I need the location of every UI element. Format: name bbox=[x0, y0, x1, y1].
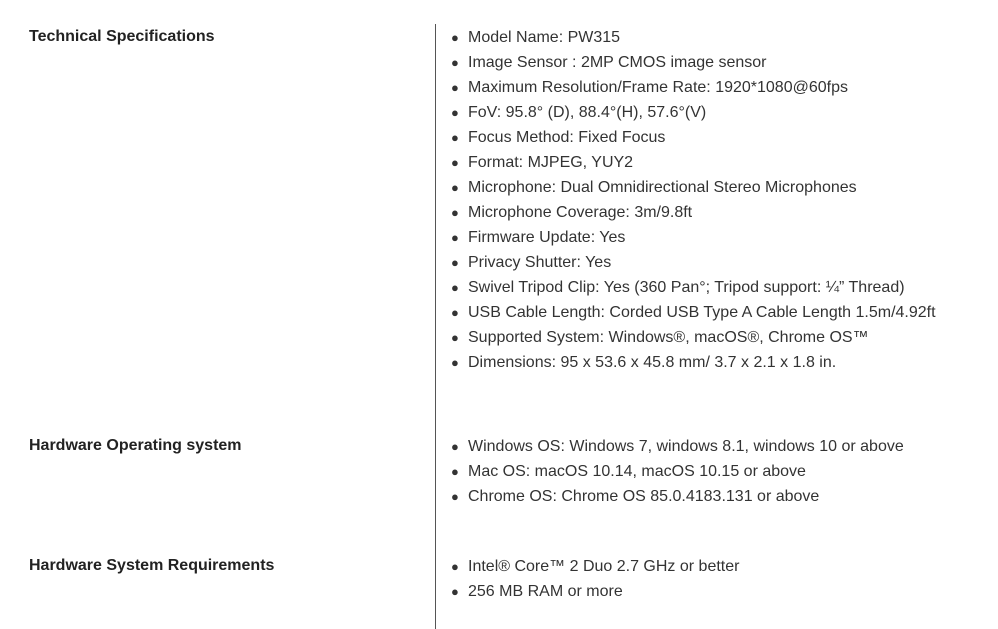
bullet-icon: ● bbox=[451, 55, 459, 70]
list-item: ● Chrome OS: Chrome OS 85.0.4183.131 or above bbox=[448, 484, 904, 509]
bullet-icon: ● bbox=[451, 489, 459, 504]
list-item: ● Intel® Core™ 2 Duo 2.7 GHz or better bbox=[448, 554, 739, 579]
list-item: ● Maximum Resolution/Frame Rate: 1920*1080@60fps bbox=[448, 75, 936, 100]
bullet-icon: ● bbox=[451, 255, 459, 270]
bullet-icon: ● bbox=[451, 30, 459, 45]
bullet-icon: ● bbox=[451, 155, 459, 170]
list-item: ● Dimensions: 95 x 53.6 x 45.8 mm/ 3.7 x 2.1 x 1.8 in. bbox=[448, 350, 936, 375]
bullet-icon: ● bbox=[451, 80, 459, 95]
list-item: ● Windows OS: Windows 7, windows 8.1, windows 10 or above bbox=[448, 434, 904, 459]
list-item: ● Swivel Tripod Clip: Yes (360 Pan°; Tripod support: ¼” Thread) bbox=[448, 275, 936, 300]
bullet-icon: ● bbox=[451, 180, 459, 195]
bullet-icon: ● bbox=[451, 105, 459, 120]
section-label-hardware-system-requirements: Hardware System Requirements bbox=[29, 557, 275, 574]
list-item: ● Mac OS: macOS 10.14, macOS 10.15 or above bbox=[448, 459, 904, 484]
hardware-operating-system-list bbox=[448, 434, 904, 509]
bullet-icon: ● bbox=[451, 584, 459, 599]
list-item: ● Microphone: Dual Omnidirectional Stereo Microphones bbox=[448, 175, 936, 200]
bullet-icon: ● bbox=[451, 559, 459, 574]
bullet-icon: ● bbox=[451, 355, 459, 370]
bullet-icon: ● bbox=[451, 305, 459, 320]
bullet-icon: ● bbox=[451, 439, 459, 454]
bullet-icon: ● bbox=[451, 280, 459, 295]
column-divider bbox=[435, 24, 436, 629]
list-item: ● Image Sensor : 2MP CMOS image sensor bbox=[448, 50, 936, 75]
list-item: ● Privacy Shutter: Yes bbox=[448, 250, 936, 275]
list-item: ● Microphone Coverage: 3m/9.8ft bbox=[448, 200, 936, 225]
list-item: ● Model Name: PW315 bbox=[448, 25, 936, 50]
list-item: ● Format: MJPEG, YUY2 bbox=[448, 150, 936, 175]
hardware-system-requirements-list bbox=[448, 554, 739, 604]
bullet-icon: ● bbox=[451, 330, 459, 345]
section-label-technical-specifications: Technical Specifications bbox=[29, 28, 215, 45]
bullet-icon: ● bbox=[451, 130, 459, 145]
technical-specifications-list bbox=[448, 25, 936, 375]
list-item: ● 256 MB RAM or more bbox=[448, 579, 739, 604]
list-item: ● FoV: 95.8° (D), 88.4°(H), 57.6°(V) bbox=[448, 100, 936, 125]
list-item: ● USB Cable Length: Corded USB Type A Cable Length 1.5m/4.92ft bbox=[448, 300, 936, 325]
list-item: ● Firmware Update: Yes bbox=[448, 225, 936, 250]
section-label-hardware-operating-system: Hardware Operating system bbox=[29, 437, 242, 454]
list-item: ● Focus Method: Fixed Focus bbox=[448, 125, 936, 150]
list-item: ● Supported System: Windows®, macOS®, Chrome OS™ bbox=[448, 325, 936, 350]
bullet-icon: ● bbox=[451, 230, 459, 245]
bullet-icon: ● bbox=[451, 464, 459, 479]
bullet-icon: ● bbox=[451, 205, 459, 220]
